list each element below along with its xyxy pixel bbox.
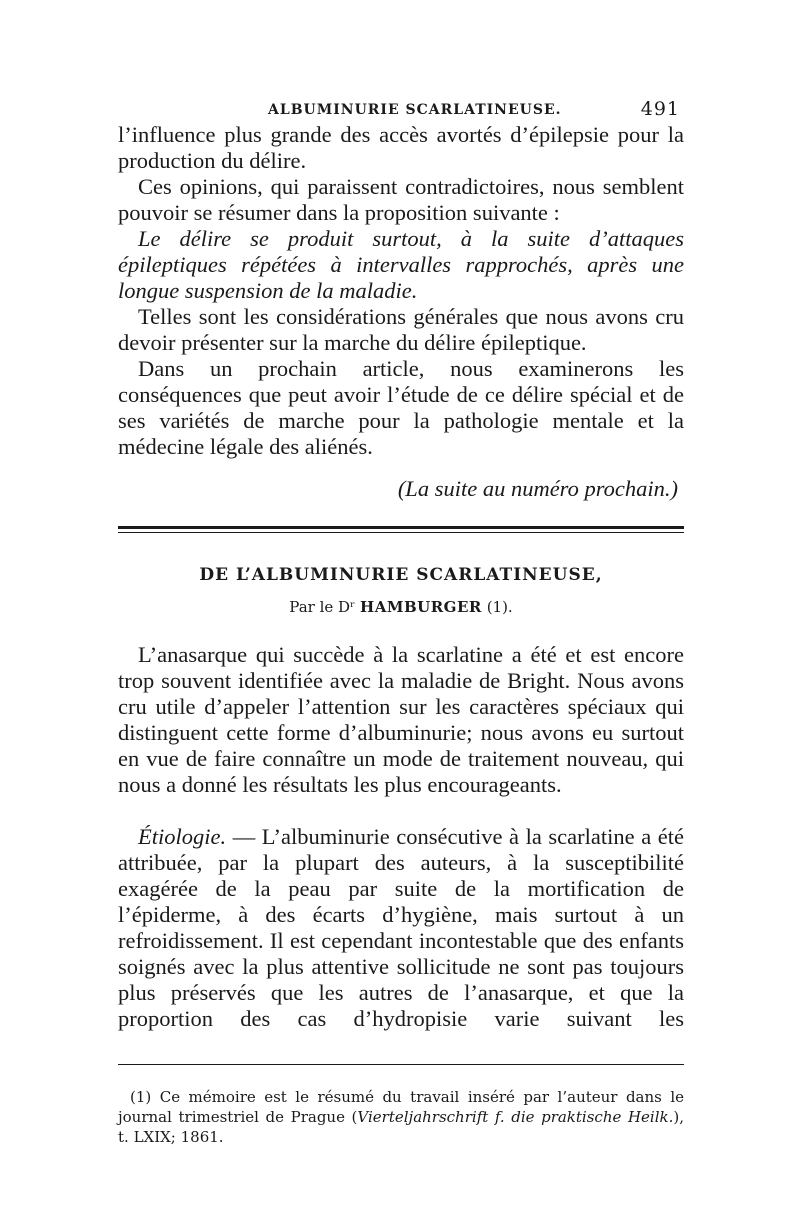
paragraph: [118, 824, 684, 1032]
paragraph: Telles sont les considérations générales que nous avons cru devoir présenter sur la marche du délire épileptique.: [118, 304, 684, 355]
section-divider-thin: [118, 532, 684, 533]
footnote-number: (1): [130, 1088, 152, 1106]
footnote-text: Ce mémoire est le résumé du travail inséré par l’auteur dans le journal trimestriel de Prague (: [118, 1088, 684, 1126]
emphasized-proposition: Le délire se produit surtout, à la suite d’attaques épileptiques répétées à intervalles rapprochés, après une longue suspension de la maladie.: [118, 226, 684, 303]
running-head: [118, 96, 684, 122]
paragraph: L’anasarque qui succède à la scarlatine a été et est encore trop souvent identifiée avec la maladie de Bright. Nous avons cru utile d’appeler l’attention sur les caractères spéciaux qui distinguent cette forme d’albuminurie; nous avons eu surtout en vue de faire connaître un mode de traitement nouveau, qui nous a donné les résultats les plus encourageants.: [118, 642, 684, 797]
paragraph: Dans un prochain article, nous examinerons les conséquences que peut avoir l’étude de ce délire spécial et de ses variétés de marche pour la pathologie mentale et la médecine légale des aliénés.: [118, 356, 684, 459]
article-title: DE L’ALBUMINURIE SCARLATINEUSE,: [199, 565, 603, 585]
footnote-reference: (1).: [486, 598, 513, 616]
footnote: [118, 1087, 684, 1147]
author-line: [118, 598, 684, 616]
section-divider-thick: [118, 526, 684, 529]
journal-title: Vierteljahrschrift f. die praktische Heilk.: [357, 1108, 674, 1126]
author-name: HAMBURGER: [360, 598, 482, 616]
book-page: [118, 96, 684, 1147]
page-number: 491: [640, 98, 680, 120]
footnote-citation: ), t. LXIX; 1861.: [118, 1108, 684, 1146]
paragraph: l’influence plus grande des accès avortés d’épilepsie pour la production du délire.: [118, 122, 684, 173]
continuation-note: (La suite au numéro prochain.): [397, 476, 678, 501]
footnote-divider: [118, 1064, 684, 1065]
running-title: ALBUMINURIE SCARLATINEUSE.: [268, 102, 562, 118]
introduction: [118, 642, 684, 798]
section-label: Étiologie.: [138, 824, 227, 849]
author-prefix: Par le Dʳ: [289, 598, 356, 616]
paragraph: Ces opinions, qui paraissent contradictoires, nous semblent pouvoir se résumer dans la proposition suivante :: [118, 174, 684, 225]
previous-article-ending: [118, 122, 684, 502]
section-text: — L’albuminurie consécutive à la scarlatine a été attribuée, par la plupart des auteurs, à la susceptibilité exagérée de la peau par suite de la mortification de l’épiderme, à des écarts d’hygiène, mais surtout à un refroidissement. Il est cependant incontestable que des enfants soignés avec la plus attentive sollicitude ne sont pas toujours plus préservés que les autres de l’anasarque, et que la proportion des cas d’hydropisie varie suivant les: [118, 824, 684, 1031]
etiology-section: [118, 824, 684, 1032]
